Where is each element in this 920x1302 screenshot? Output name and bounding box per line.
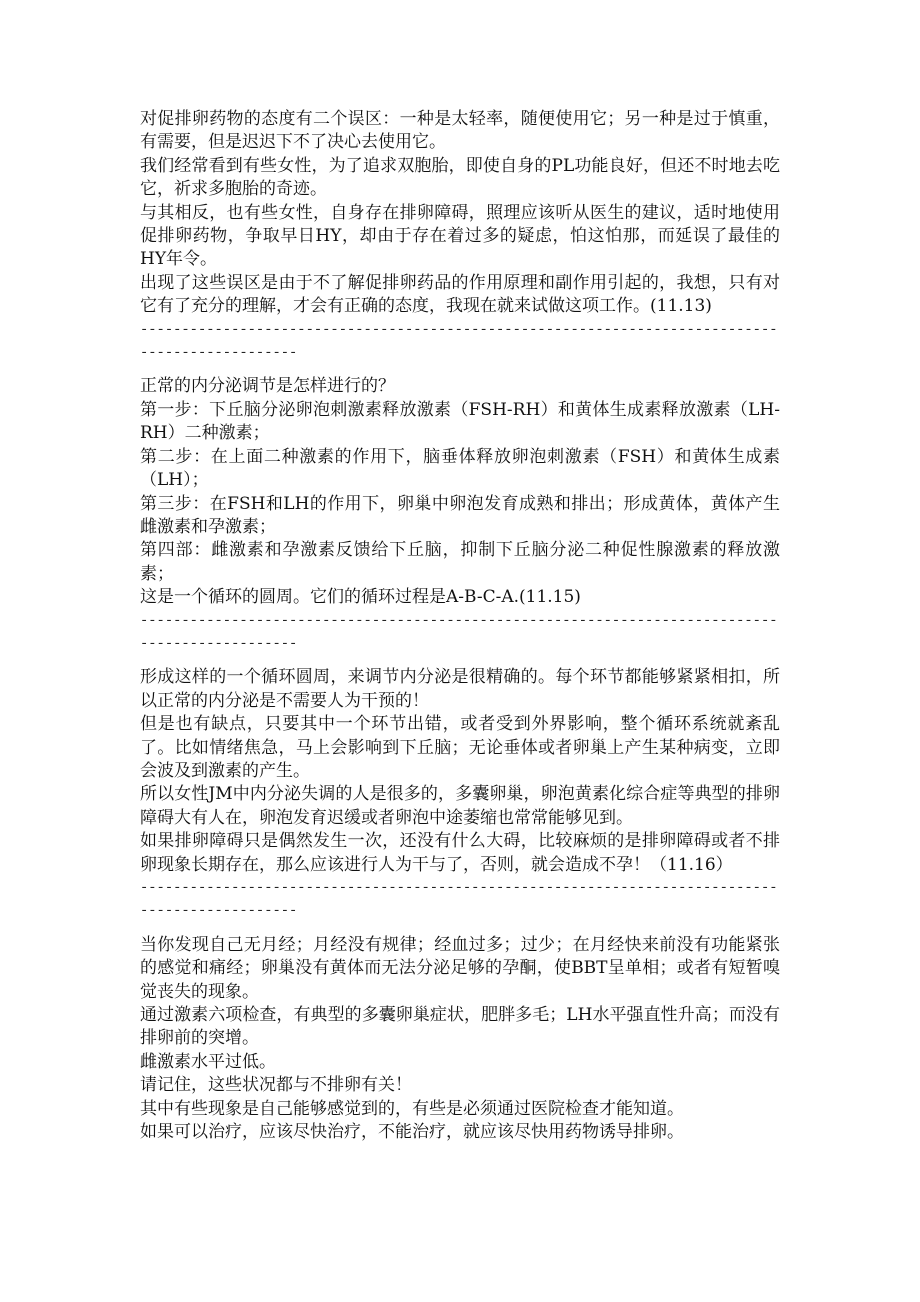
paragraph: 这是一个循环的圆周。它们的循环过程是A-B-C-A.(11.15) [140, 587, 581, 608]
paragraph: 如果可以治疗，应该尽快治疗，不能治疗，就应该尽快用药物诱导排卵。 [140, 1122, 684, 1143]
section-misconceptions [140, 108, 780, 319]
paragraph: 第四部：雌激素和孕激素反馈给下丘脑，抑制下丘脑分泌二种促性腺激素的释放激素； [140, 540, 780, 584]
section-endocrine-cycle [140, 375, 780, 609]
paragraph: 出现了这些误区是由于不了解促排卵药品的作用原理和副作用引起的，我想，只有对它有了充分的理解，才会有正确的态度，我现在就来试做这项工作。(11.13) [140, 272, 780, 317]
paragraph: 第二步：在上面二种激素的作用下，脑垂体释放卵泡刺激素（FSH）和黄体生成素（LH）； [140, 446, 780, 491]
paragraph: 当你发现自己无月经；月经没有规律；经血过多；过少；在月经快来前没有功能紧张的感觉和痛经；卵巢没有黄体而无法分泌足够的孕酮，使BBT呈单相；或者有短暂嗅觉丧失的现象。 [140, 934, 780, 1002]
paragraph: 形成这样的一个循环圆周，来调节内分泌是很精确的。每个环节都能够紧紧相扣，所以正常的内分泌是不需要人为干预的！ [140, 667, 780, 711]
separator-line: ------------------------------------------------------------------------------------------------ [140, 613, 778, 652]
paragraph: 对促排卵药物的态度有二个误区：一种是太轻率，随便使用它；另一种是过于慎重，有需要，但是迟迟下不了决心去使用它。 [140, 109, 780, 153]
paragraph: 与其相反，也有些女性，自身存在排卵障碍，照理应该听从医生的建议，适时地使用促排卵药物，争取早日HY，却由于存在着过多的疑虑，怕这怕那，而延误了最佳的HY年令。 [140, 202, 780, 270]
separator-line: ------------------------------------------------------------------------------------------------ [140, 322, 778, 362]
section-symptoms [140, 934, 780, 1145]
paragraph: 第三步：在FSH和LH的作用下，卵巢中卵泡发育成熟和排出；形成黄体，黄体产生雌激素和孕激素； [140, 493, 780, 537]
paragraph: 通过激素六项检查，有典型的多囊卵巢症状，肥胖多毛；LH水平强直性升高；而没有排卵前的突增。 [140, 1005, 780, 1049]
document-body [140, 108, 780, 1144]
paragraph: 其中有些现象是自己能够感觉到的，有些是必须通过医院检查才能知道。 [140, 1098, 684, 1119]
paragraph: 请记住，这些状况都与不排卵有关！ [140, 1075, 412, 1096]
separator-line: ------------------------------------------------------------------------------------------------ [140, 881, 778, 920]
paragraph: 但是也有缺点，只要其中一个环节出错，或者受到外界影响，整个循环系统就紊乱了。比如情绪焦急，马上会影响到下丘脑；无论垂体或者卵巢上产生某种病变，立即会波及到激素的产生。 [140, 714, 780, 781]
paragraph: 第一步：下丘脑分泌卵泡刺激素释放激素（FSH-RH）和黄体生成素释放激素（LH-RH）二种激素； [140, 399, 780, 444]
paragraph: 正常的内分泌调节是怎样进行的？ [140, 376, 395, 397]
section-ovulation-disorder [140, 666, 780, 877]
paragraph: 雌激素水平过低。 [140, 1051, 276, 1072]
paragraph: 我们经常看到有些女性，为了追求双胞胎，即使自身的PL功能良好，但还不时地去吃它，祈求多胞胎的奇迹。 [140, 155, 780, 200]
paragraph: 所以女性JM中内分泌失调的人是很多的，多囊卵巢，卵泡黄素化综合症等典型的排卵障碍大有人在，卵泡发育迟缓或者卵泡中途萎缩也常常能够见到。 [140, 784, 780, 828]
paragraph: 如果排卵障碍只是偶然发生一次，还没有什么大碍，比较麻烦的是排卵障碍或者不排卵现象长期存在，那么应该进行人为干与了，否则，就会造成不孕！（11.16） [140, 831, 780, 875]
